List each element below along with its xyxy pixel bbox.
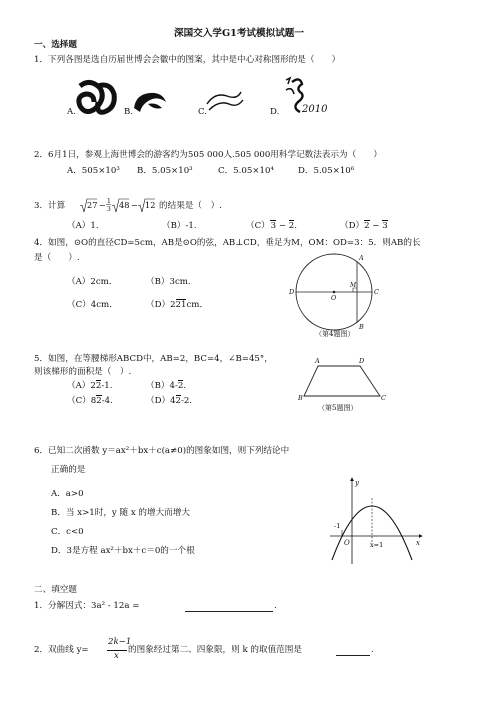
svg-text:12: 12 (145, 200, 156, 210)
q6-label-origin: O (344, 539, 350, 547)
q5-label-c: C (381, 394, 386, 402)
q6-option-c: C．c<0 (51, 527, 84, 537)
q6-label-neg1: -1 (334, 522, 341, 530)
q1-option-d: D. (270, 107, 280, 117)
f2-end: . (371, 645, 374, 655)
q4-option-a: （A）2cm． (67, 277, 118, 287)
q5-option-c: （C）82-4. (67, 396, 113, 406)
q6-parabola-graph (328, 472, 426, 568)
svg-text:27: 27 (87, 200, 98, 210)
q5-figure-caption: （第5题图） (318, 404, 358, 412)
f1-text: 1．分解因式：3a² - 12a = (34, 601, 140, 611)
q2-stem: 2．6月1日，参观上海世博会的游客约为505 000人.505 000用科学记数法表示为（ ） (34, 150, 383, 160)
q3-option-b: （B）-1. (162, 221, 197, 231)
q6-option-a: A．a>0 (51, 489, 84, 499)
emblem-a-icon (76, 80, 118, 116)
svg-text:−: − (131, 200, 138, 210)
q6-label-axis: x=1 (370, 541, 384, 549)
f1-end: . (274, 601, 277, 611)
section-heading-choice: 一、选择题 (34, 40, 77, 50)
q1-option-c: C. (198, 107, 208, 117)
q4-line1: 4．如图，⊙O的直径CD=5cm，AB是⊙O的弦，AB⊥CD，垂足为M，OM：OD=3：5．则AB的长 (34, 238, 421, 248)
q4-line2: 是（ ）. (34, 253, 80, 263)
q4-label-b: B (359, 323, 364, 331)
q1-option-a: A. (67, 107, 76, 117)
svg-text:48: 48 (119, 200, 130, 210)
q5-trapezoid-diagram (300, 354, 386, 404)
q1-stem: 1．下列各图是选自历届世博会会徽中的图案，其中是中心对称图形的是（ ） (34, 55, 341, 65)
q6-line1: 6．已知二次函数 y＝ax²＋bx＋c(a≠0)的图象如图，则下列结论中 (34, 446, 290, 456)
page-title: 深国交入学G1考试模拟试题一 (174, 28, 304, 39)
q5-label-d: D (359, 357, 365, 365)
q4-label-a: A (359, 254, 364, 262)
q5-label-a: A (315, 357, 320, 365)
svg-text:2010: 2010 (302, 104, 328, 115)
f2-denominator: x (114, 651, 119, 661)
q5-line2: 则该梯形的面积是（ ）. (34, 367, 132, 377)
q6-line2: 正确的是 (51, 465, 86, 475)
q6-option-b: B．当 x>1时，y 随 x 的增大而增大 (51, 508, 190, 518)
q3-option-c: （C） 3 − 2. (246, 221, 297, 231)
q5-option-a: （A）22-1. (67, 381, 113, 391)
emblem-b-icon (132, 90, 168, 112)
emblem-d-icon (280, 76, 328, 116)
q4-option-d: （D）221cm． (146, 300, 209, 310)
svg-text:1: 1 (107, 198, 111, 205)
f1-answer-blank[interactable] (185, 611, 273, 612)
q4-figure-caption: （第4题图） (315, 330, 355, 338)
q3-option-a: （A）1. (67, 221, 99, 231)
q3-stem-start: 3．计算 (34, 201, 66, 211)
q4-option-b: （B）3cm． (146, 277, 197, 287)
q3-stem-end: 的结果是（ ）. (159, 201, 222, 211)
q6-label-y: y (355, 479, 359, 487)
f2-start: 2．双曲线 y= (34, 645, 89, 655)
svg-text:3: 3 (107, 206, 111, 213)
q5-option-d: （D）42-2. (146, 396, 193, 406)
q5-label-b: B (298, 394, 303, 402)
q2-option-b: B．5.05×10³ (137, 166, 193, 176)
f2-numerator: 2k−1 (108, 637, 132, 647)
q2-option-d: D．5.05×10⁶ (298, 166, 355, 176)
f2-text: 的图象经过第二、四象限，则 k 的取值范围是 (128, 645, 302, 655)
q4-label-c: C (374, 288, 379, 296)
emblem-c-icon (205, 86, 245, 114)
q6-option-d: D．3是方程 ax²＋bx＋c＝0的一个根 (51, 546, 195, 556)
q4-option-c: （C）4cm． (67, 300, 118, 310)
q5-option-b: （B）4-2. (146, 381, 187, 391)
q2-option-c: C．5.05×10⁴ (218, 166, 274, 176)
q6-label-x: x (416, 539, 420, 547)
q3-option-d: （D）2 − 3 (340, 221, 388, 231)
q4-label-d: D (289, 288, 295, 296)
svg-text:−: − (99, 200, 106, 210)
f2-answer-blank[interactable] (336, 655, 370, 656)
q3-expression (80, 194, 160, 218)
q4-label-o: O (331, 294, 337, 302)
q4-label-m: M (350, 282, 357, 289)
q2-option-a: A．505×10³ (67, 166, 120, 176)
q1-option-b: B. (124, 107, 134, 117)
section-heading-fill: 二、填空题 (34, 585, 77, 595)
q5-line1: 5．如图，在等腰梯形ABCD中，AB=2，BC=4，∠B=45°， (34, 354, 273, 364)
